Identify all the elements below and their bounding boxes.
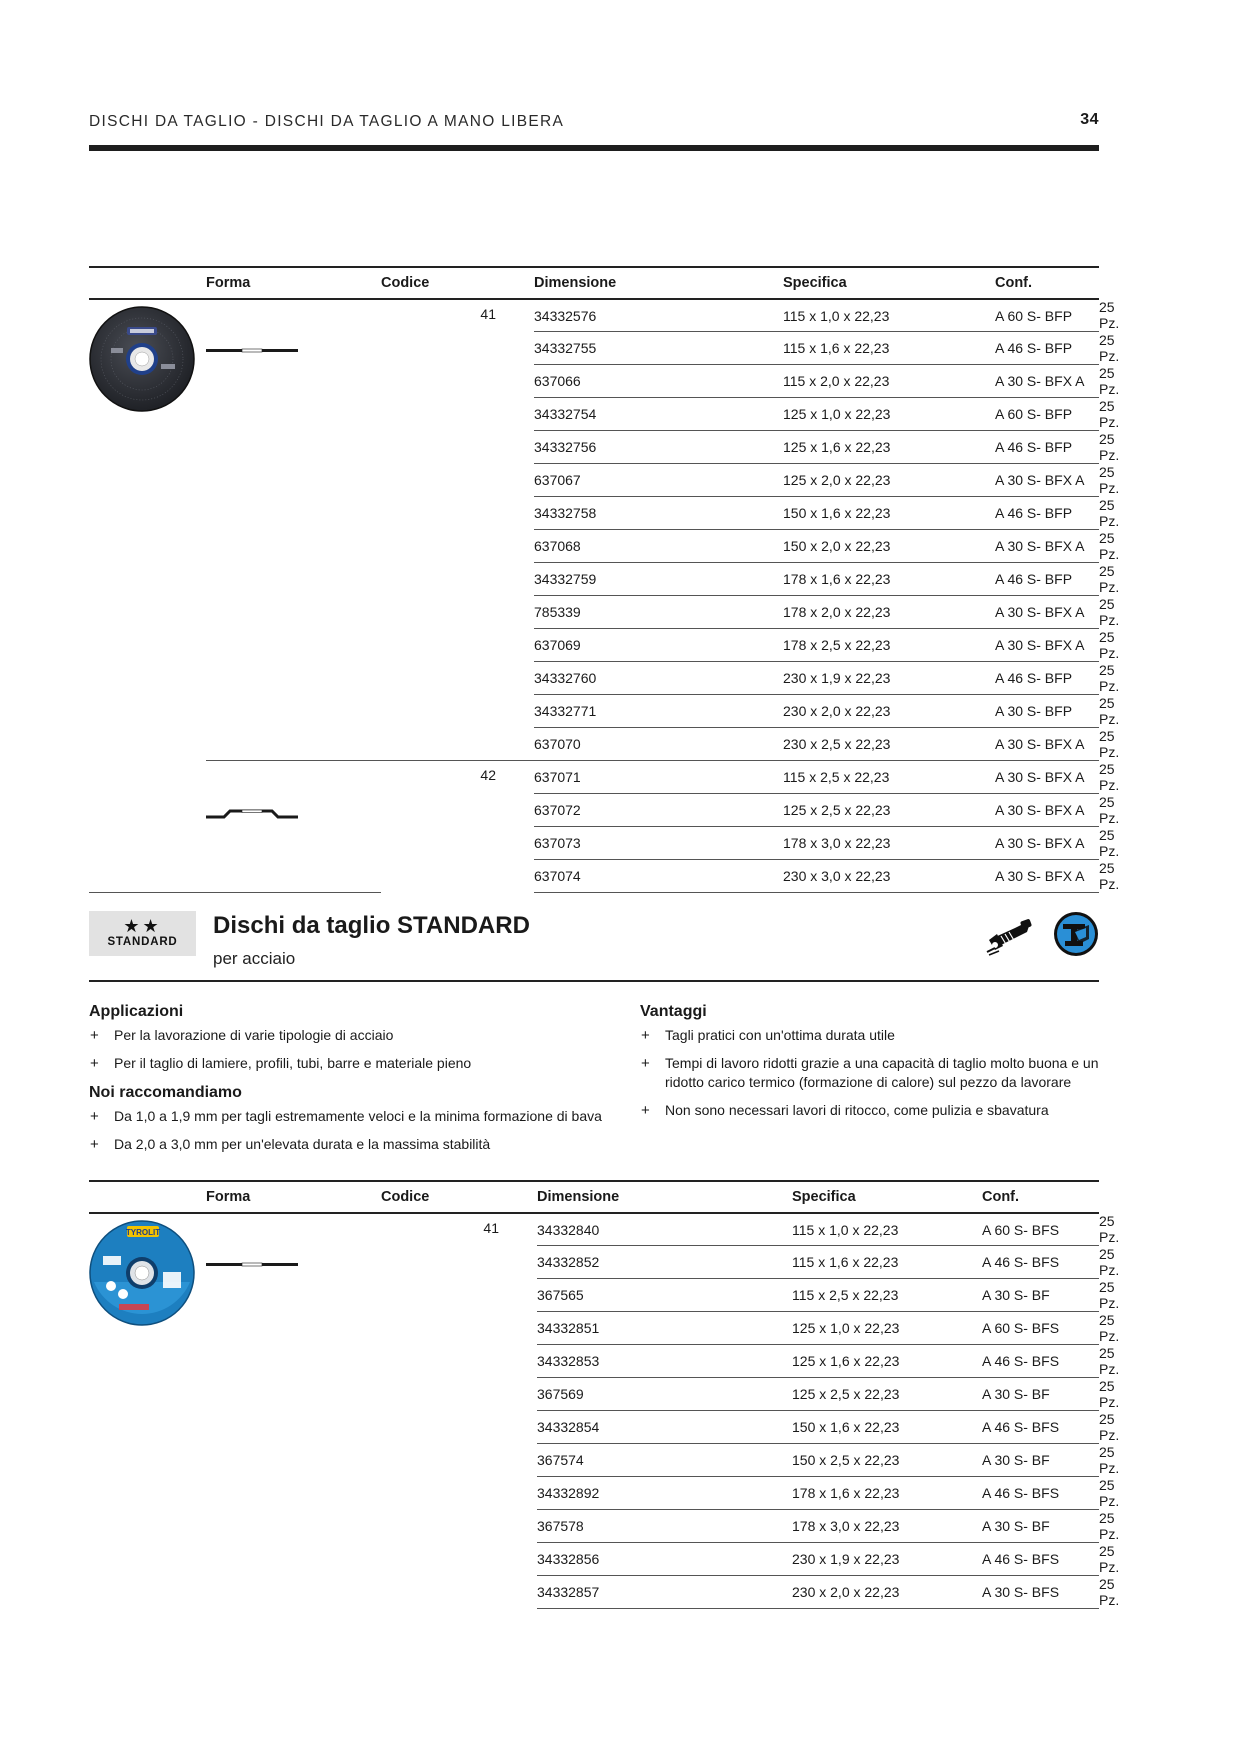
codice-cell: 637072	[534, 794, 783, 827]
dimensione-cell: 115 x 2,5 x 22,23	[783, 761, 995, 794]
specifica-cell: A 30 S- BFX A	[995, 728, 1099, 761]
col-header-conf: Conf.	[982, 1181, 1099, 1213]
table-row: 42 637071 115 x 2,5 x 22,23 A 30 S- BFX A 25 Pz.	[89, 761, 1099, 794]
col-header-codice: Codice	[381, 1181, 537, 1213]
codice-cell: 637073	[534, 827, 783, 860]
dimensione-cell: 115 x 1,0 x 22,23	[783, 299, 995, 332]
codice-cell: 637068	[534, 530, 783, 563]
specifica-cell: A 60 S- BFP	[995, 299, 1099, 332]
product-table-1	[89, 266, 1120, 893]
specifica-cell: A 30 S- BFX A	[995, 860, 1099, 893]
table-row: 34332854 150 x 1,6 x 22,23 A 46 S- BFS 25 Pz.	[537, 1411, 1120, 1443]
specifica-cell: A 30 S- BFP	[995, 695, 1099, 728]
table-row: 34332857 230 x 2,0 x 22,23 A 30 S- BFS 25 Pz.	[537, 1576, 1120, 1608]
specifica-cell: A 30 S- BF	[982, 1279, 1099, 1312]
list-item: + Da 1,0 a 1,9 mm per tagli estremamente veloci e la minima formazione di bava	[90, 1108, 602, 1125]
table-row: 34332856 230 x 1,9 x 22,23 A 46 S- BFS 25 Pz.	[537, 1543, 1120, 1575]
codice-cell: 637069	[534, 629, 783, 662]
specifica-cell: A 60 S- BFS	[982, 1312, 1099, 1345]
table-row: 34332760 230 x 1,9 x 22,23 A 46 S- BFP 25 Pz.	[534, 662, 1120, 694]
col-header-dimensione: Dimensione	[537, 1181, 792, 1213]
col-header-blank	[89, 1181, 206, 1213]
specifica-cell: A 46 S- BFP	[995, 563, 1099, 596]
product-subtitle: per acciaio	[213, 949, 296, 968]
col-header-blank	[89, 267, 206, 299]
codice-cell: 637067	[534, 464, 783, 497]
angle-grinder-icon	[985, 916, 1037, 961]
dimensione-cell: 125 x 1,6 x 22,23	[783, 431, 995, 464]
codice-cell: 34332853	[537, 1345, 792, 1378]
dimensione-cell: 230 x 2,0 x 22,23	[792, 1576, 982, 1609]
product-image-cell	[89, 1213, 206, 1609]
table-row: 34332771 230 x 2,0 x 22,23 A 30 S- BFP 25 Pz.	[534, 695, 1120, 727]
table-row: 637073 178 x 3,0 x 22,23 A 30 S- BFX A 25 Pz.	[534, 827, 1120, 859]
product-banner	[89, 911, 1099, 981]
codice-cell: 34332854	[537, 1411, 792, 1444]
codice-cell: 367565	[537, 1279, 792, 1312]
flat-disc-profile-icon	[206, 344, 381, 360]
dimensione-cell: 178 x 1,6 x 22,23	[783, 563, 995, 596]
dimensione-cell: 115 x 1,0 x 22,23	[792, 1213, 982, 1246]
page-number: 34	[1080, 111, 1099, 128]
cutting-disc-blue-image	[89, 1220, 195, 1326]
plus-bullet-icon: +	[641, 1102, 650, 1119]
table-row: 637067 125 x 2,0 x 22,23 A 30 S- BFX A 25 Pz.	[534, 464, 1120, 496]
specifica-cell: A 30 S- BFX A	[995, 794, 1099, 827]
specifica-cell: A 30 S- BFX A	[995, 629, 1099, 662]
plus-bullet-icon: +	[90, 1027, 99, 1044]
dimensione-cell: 230 x 2,0 x 22,23	[783, 695, 995, 728]
codice-cell: 785339	[534, 596, 783, 629]
codice-cell: 637070	[534, 728, 783, 761]
dimensione-cell: 178 x 2,5 x 22,23	[783, 629, 995, 662]
table-row: 34332851 125 x 1,0 x 22,23 A 60 S- BFS 25 Pz.	[537, 1312, 1120, 1344]
raccomandiamo-list	[89, 1107, 634, 1154]
col-header-specifica: Specifica	[792, 1181, 982, 1213]
dimensione-cell: 125 x 2,5 x 22,23	[783, 794, 995, 827]
dimensione-cell: 125 x 1,0 x 22,23	[783, 398, 995, 431]
plus-bullet-icon: +	[641, 1027, 650, 1044]
dimensione-cell: 150 x 2,0 x 22,23	[783, 530, 995, 563]
table-row: 637069 178 x 2,5 x 22,23 A 30 S- BFX A 25 Pz.	[534, 629, 1120, 661]
vantaggi-heading: Vantaggi	[640, 1003, 707, 1020]
table-row: 41 34332576 115 x 1,0 x 22,23 A 60 S- BFP 25 Pz.	[89, 299, 1099, 332]
dimensione-cell: 150 x 1,6 x 22,23	[783, 497, 995, 530]
specifica-cell: A 46 S- BFS	[982, 1411, 1099, 1444]
specifica-cell: A 46 S- BFS	[982, 1246, 1099, 1279]
table-row: 637068 150 x 2,0 x 22,23 A 30 S- BFX A 25 Pz.	[534, 530, 1120, 562]
specifica-cell: A 30 S- BFX A	[995, 530, 1099, 563]
product-title: Dischi da taglio STANDARD	[213, 912, 530, 939]
list-item: + Per il taglio di lamiere, profili, tubi, barre e materiale pieno	[90, 1055, 472, 1072]
specifica-cell: A 30 S- BFX A	[995, 596, 1099, 629]
product-image-cell	[89, 299, 206, 893]
forma-number: 41	[483, 1220, 499, 1236]
right-info-column	[640, 1003, 1100, 1131]
dimensione-cell: 125 x 2,0 x 22,23	[783, 464, 995, 497]
dimensione-cell: 178 x 1,6 x 22,23	[792, 1477, 982, 1510]
dimensione-cell: 115 x 2,0 x 22,23	[783, 365, 995, 398]
specifica-cell: A 46 S- BFS	[982, 1543, 1099, 1576]
codice-cell: 34332759	[534, 563, 783, 596]
table-row: 785339 178 x 2,0 x 22,23 A 30 S- BFX A 25 Pz.	[534, 596, 1120, 628]
plus-bullet-icon: +	[641, 1055, 650, 1072]
specifica-cell: A 46 S- BFS	[982, 1477, 1099, 1510]
dimensione-cell: 150 x 2,5 x 22,23	[792, 1444, 982, 1477]
product-table-2	[89, 1180, 1120, 1609]
dimensione-cell: 230 x 2,5 x 22,23	[783, 728, 995, 761]
dimensione-cell: 230 x 1,9 x 22,23	[792, 1543, 982, 1576]
forma-41-shape-cell	[206, 1213, 381, 1609]
col-header-conf: Conf.	[995, 267, 1099, 299]
codice-cell: 34332857	[537, 1576, 792, 1609]
page-header-title: DISCHI DA TAGLIO - DISCHI DA TAGLIO A MANO LIBERA	[89, 113, 565, 130]
codice-cell: 34332758	[534, 497, 783, 530]
list-item: + Per la lavorazione di varie tipologie di acciaio	[90, 1027, 394, 1044]
col-header-specifica: Specifica	[783, 267, 995, 299]
table-row: 367578 178 x 3,0 x 22,23 A 30 S- BF 25 Pz.	[537, 1510, 1120, 1542]
specifica-cell: A 30 S- BF	[982, 1378, 1099, 1411]
specifica-cell: A 46 S- BFS	[982, 1345, 1099, 1378]
disc-brand-label: TYROLIT	[125, 1228, 161, 1237]
applicazioni-heading: Applicazioni	[89, 1003, 184, 1020]
raccomandiamo-heading: Noi raccomandiamo	[89, 1084, 242, 1101]
plus-bullet-icon: +	[90, 1108, 99, 1125]
codice-cell: 34332756	[534, 431, 783, 464]
table-row: 637070 230 x 2,5 x 22,23 A 30 S- BFX A 25 Pz.	[534, 728, 1120, 760]
specifica-cell: A 30 S- BF	[982, 1510, 1099, 1543]
flat-disc-profile-icon	[206, 1258, 381, 1274]
dimensione-cell: 115 x 1,6 x 22,23	[792, 1246, 982, 1279]
table-row: 34332853 125 x 1,6 x 22,23 A 46 S- BFS 25 Pz.	[537, 1345, 1120, 1377]
codice-cell: 34332852	[537, 1246, 792, 1279]
table-row: 637074 230 x 3,0 x 22,23 A 30 S- BFX A 25 Pz.	[534, 860, 1120, 892]
table-row: 34332758 150 x 1,6 x 22,23 A 46 S- BFP 25 Pz.	[534, 497, 1120, 529]
forma-42-shape-cell	[206, 761, 381, 893]
list-item: + Tempi di lavoro ridotti grazie a una capacità di taglio molto buona e un ridotto carico termico (formazione di calore) sul pezzo da lavorare	[641, 1055, 1099, 1090]
codice-cell: 637071	[534, 761, 783, 794]
dimensione-cell: 125 x 1,0 x 22,23	[792, 1312, 982, 1345]
dimensione-cell: 178 x 3,0 x 22,23	[792, 1510, 982, 1543]
table-row: 367574 150 x 2,5 x 22,23 A 30 S- BF 25 Pz.	[537, 1444, 1120, 1476]
col-header-codice: Codice	[381, 267, 534, 299]
table-row: 637072 125 x 2,5 x 22,23 A 30 S- BFX A 25 Pz.	[534, 794, 1120, 826]
list-item: + Non sono necessari lavori di ritocco, come pulizia e sbavatura	[641, 1102, 1049, 1119]
dimensione-cell: 150 x 1,6 x 22,23	[792, 1411, 982, 1444]
specifica-cell: A 30 S- BFS	[982, 1576, 1099, 1609]
left-info-column	[89, 1003, 634, 1165]
codice-cell: 34332856	[537, 1543, 792, 1576]
specifica-cell: A 46 S- BFP	[995, 332, 1099, 365]
col-header-dimensione: Dimensione	[534, 267, 783, 299]
specifica-cell: A 46 S- BFP	[995, 497, 1099, 530]
codice-cell: 367574	[537, 1444, 792, 1477]
dimensione-cell: 230 x 3,0 x 22,23	[783, 860, 995, 893]
dimensione-cell: 115 x 2,5 x 22,23	[792, 1279, 982, 1312]
depressed-center-disc-profile-icon	[206, 807, 381, 824]
codice-cell: 34332771	[534, 695, 783, 728]
table-row: 637066 115 x 2,0 x 22,23 A 30 S- BFX A 25 Pz.	[534, 365, 1120, 397]
specifica-cell: A 46 S- BFP	[995, 662, 1099, 695]
codice-cell: 34332576	[534, 299, 783, 332]
table-row: 367565 115 x 2,5 x 22,23 A 30 S- BF 25 Pz.	[537, 1279, 1120, 1311]
specifica-cell: A 46 S- BFP	[995, 431, 1099, 464]
col-header-forma: Forma	[206, 267, 381, 299]
dimensione-cell: 125 x 1,6 x 22,23	[792, 1345, 982, 1378]
forma-41-shape-cell	[206, 299, 381, 761]
list-item: + Tagli pratici con un'ottima durata utile	[641, 1027, 895, 1044]
codice-cell: 367569	[537, 1378, 792, 1411]
specifica-cell: A 30 S- BFX A	[995, 365, 1099, 398]
codice-cell: 34332755	[534, 332, 783, 365]
dimensione-cell: 178 x 2,0 x 22,23	[783, 596, 995, 629]
applicazioni-list	[89, 1026, 634, 1073]
codice-cell: 34332892	[537, 1477, 792, 1510]
specifica-cell: A 60 S- BFS	[982, 1213, 1099, 1246]
badge-label: STANDARD	[107, 936, 178, 948]
dimensione-cell: 115 x 1,6 x 22,23	[783, 332, 995, 365]
table-row: 34332759 178 x 1,6 x 22,23 A 46 S- BFP 25 Pz.	[534, 563, 1120, 595]
table-header-row	[89, 1181, 1099, 1213]
list-item: + Da 2,0 a 3,0 mm per un'elevata durata e la massima stabilità	[90, 1136, 491, 1153]
header-rule	[89, 145, 1099, 151]
cutting-disc-black-image	[89, 306, 195, 412]
two-stars-icon: ★★	[123, 916, 162, 936]
dimensione-cell: 230 x 1,9 x 22,23	[783, 662, 995, 695]
specifica-cell: A 30 S- BFX A	[995, 761, 1099, 794]
specifica-cell: A 60 S- BFP	[995, 398, 1099, 431]
codice-cell: 34332754	[534, 398, 783, 431]
table-row: 34332892 178 x 1,6 x 22,23 A 46 S- BFS 25 Pz.	[537, 1477, 1120, 1509]
specifica-cell: A 30 S- BFX A	[995, 827, 1099, 860]
specifica-cell: A 30 S- BF	[982, 1444, 1099, 1477]
codice-cell: 637074	[534, 860, 783, 893]
codice-cell: 637066	[534, 365, 783, 398]
codice-cell: 34332851	[537, 1312, 792, 1345]
col-header-forma: Forma	[206, 1181, 381, 1213]
table-row: TYROLIT 41 34332840 115 x 1,0 x 22,23 A 60 S- BFS 25 Pz.	[89, 1213, 1099, 1246]
table-row: 34332852 115 x 1,6 x 22,23 A 46 S- BFS 25 Pz.	[537, 1246, 1120, 1278]
plus-bullet-icon: +	[90, 1055, 99, 1072]
banner-rule	[89, 980, 1099, 982]
dimensione-cell: 178 x 3,0 x 22,23	[783, 827, 995, 860]
specifica-cell: A 30 S- BFX A	[995, 464, 1099, 497]
forma-number: 41	[480, 306, 496, 322]
table-row: 367569 125 x 2,5 x 22,23 A 30 S- BF 25 Pz.	[537, 1378, 1120, 1410]
dimensione-cell: 125 x 2,5 x 22,23	[792, 1378, 982, 1411]
table-row: 34332756 125 x 1,6 x 22,23 A 46 S- BFP 25 Pz.	[534, 431, 1120, 463]
table-row: 34332754 125 x 1,0 x 22,23 A 60 S- BFP 25 Pz.	[534, 398, 1120, 430]
vantaggi-list	[640, 1026, 1100, 1120]
standard-badge	[89, 911, 196, 956]
table-row: 34332755 115 x 1,6 x 22,23 A 46 S- BFP 25 Pz.	[534, 332, 1120, 364]
table-header-row	[89, 267, 1099, 299]
forma-number: 42	[381, 761, 534, 893]
codice-cell: 34332760	[534, 662, 783, 695]
codice-cell: 367578	[537, 1510, 792, 1543]
codice-cell: 34332840	[537, 1213, 792, 1246]
steel-material-icon	[1053, 911, 1099, 962]
plus-bullet-icon: +	[90, 1136, 99, 1153]
